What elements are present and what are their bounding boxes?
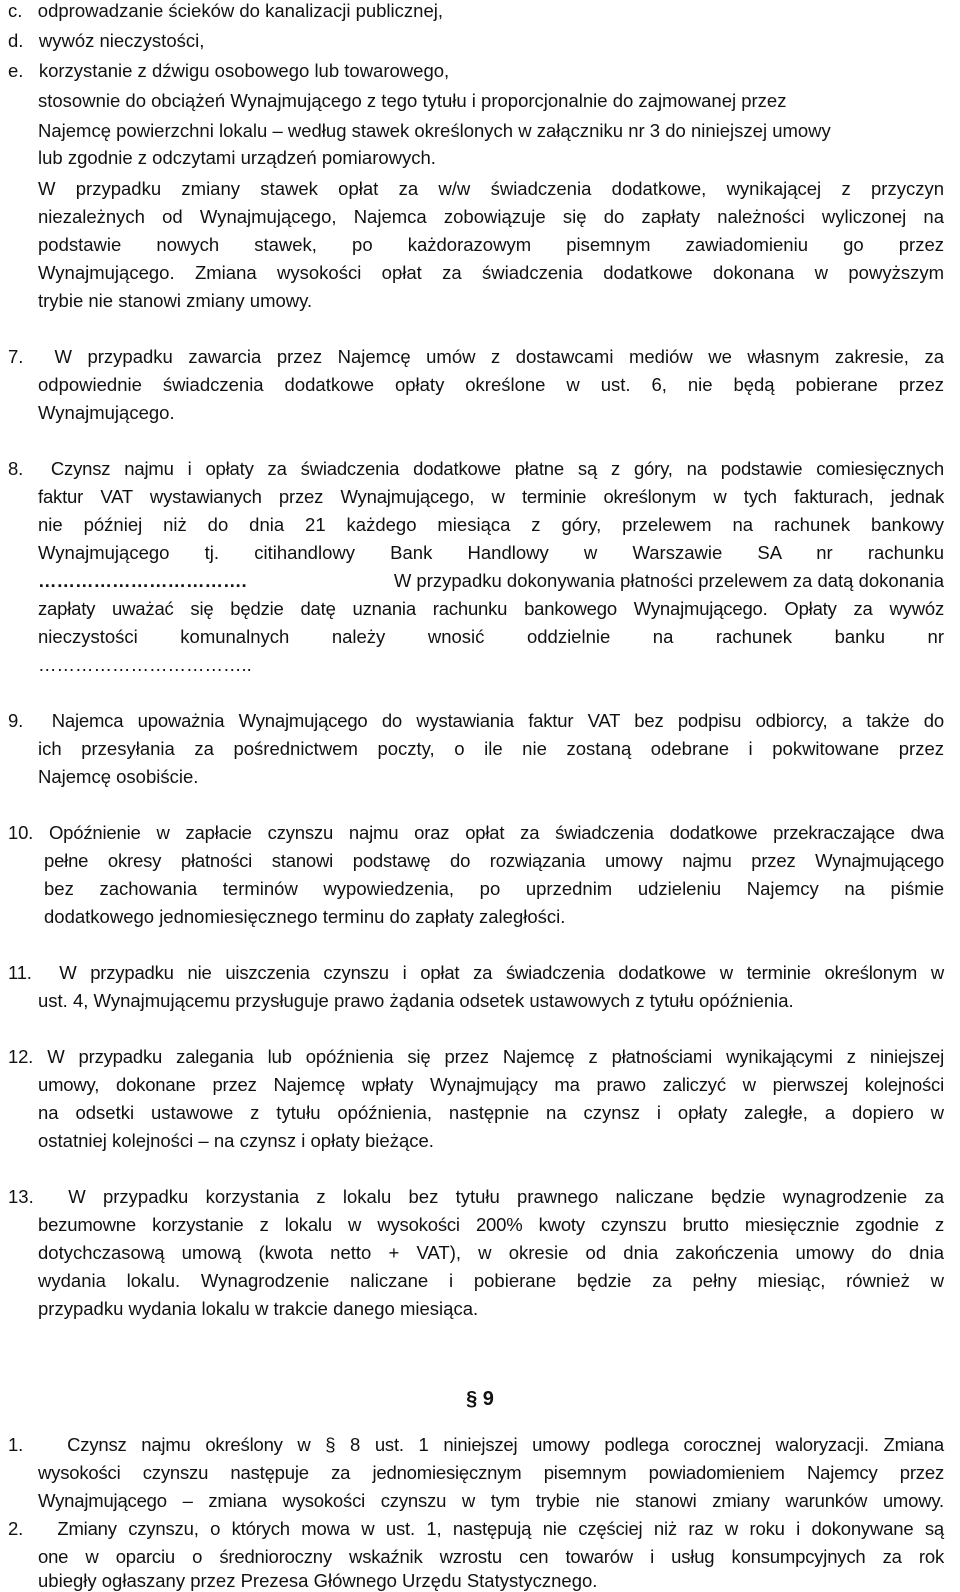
section-heading: § 9 [466, 1388, 494, 1410]
paragraph-8-line: nieczystości komunalnych należy wnosić oddzielnie na rachunek banku nr [38, 626, 944, 647]
paragraph-10-line: 10. Opóźnienie w zapłacie czynszu najmu oraz opłat za świadczenia dodatkowe przekraczające dwa [8, 822, 944, 843]
paragraph-13-line: wydania lokalu. Wynagrodzenie naliczane i pobierane będzie za pełny miesiąc, również w [38, 1270, 944, 1291]
paragraph-line: W przypadku zmiany stawek opłat za w/w świadczenia dodatkowe, wynikającej z przyczyn [38, 178, 944, 199]
paragraph-9-line: 9. Najemca upoważnia Wynajmującego do wystawiania faktur VAT bez podpisu odbiorcy, a także do [8, 710, 944, 731]
paragraph-11-line: 11. W przypadku nie uiszczenia czynszu i opłat za świadczenia dodatkowe w terminie określonym w [8, 962, 944, 983]
list-item-d: d. wywóz nieczystości, [8, 30, 205, 51]
paragraph-13-line: bezumowne korzystanie z lokalu w wysokości 200% kwoty czynszu brutto miesięcznie zgodnie z [38, 1214, 944, 1235]
paragraph-7-line: 7. W przypadku zawarcia przez Najemcę umów z dostawcami mediów we własnym zakresie, za [8, 346, 944, 367]
paragraph-8-line: 8. Czynsz najmu i opłaty za świadczenia dodatkowe płatne są z góry, na podstawie comiesięcznych [8, 458, 944, 479]
section-9-item-2-line: one w oparciu o średnioroczny wskaźnik wzrostu cen towarów i usług konsumpcyjnych za rok [38, 1546, 944, 1567]
section-9-item-1-line: wysokości czynszu następuje za jednomiesięcznym pisemnym powiadomieniem Najemcy przez [38, 1462, 944, 1483]
paragraph-line: lub zgodnie z odczytami urządzeń pomiarowych. [38, 147, 436, 168]
paragraph-13-line: 13. W przypadku korzystania z lokalu bez tytułu prawnego naliczane będzie wynagrodzenie za [8, 1186, 944, 1207]
paragraph-line: stosownie do obciążeń Wynajmującego z tego tytułu i proporcjonalnie do zajmowanej przez [38, 90, 787, 111]
paragraph-10-line: bez zachowania terminów wypowiedzenia, po uprzednim udzieleniu Najemcy na piśmie [44, 878, 944, 899]
section-9-item-1-line: Wynajmującego – zmiana wysokości czynszu w tym trybie nie stanowi zmiany warunków umowy. [38, 1490, 944, 1511]
section-9-item-2-line: ubiegły ogłaszany przez Prezesa Głównego Urzędu Statystycznego. [38, 1570, 598, 1591]
section-9-item-1-line: 1. Czynsz najmu określony w § 8 ust. 1 niniejszej umowy podlega corocznej waloryzacji. Zmiana [8, 1434, 944, 1455]
paragraph-9-line: Najemcę osobiście. [38, 766, 199, 787]
paragraph-line: trybie nie stanowi zmiany umowy. [38, 290, 313, 311]
paragraph-13-line: przypadku wydania lokalu w trakcie danego miesiąca. [38, 1298, 479, 1319]
paragraph-9-line: ich przesyłania za pośrednictwem poczty, o ile nie zostaną odebrane i pokwitowane przez [38, 738, 944, 759]
section-9-item-2-line: 2. Zmiany czynszu, o których mowa w ust. 1, następują nie częściej niż raz w roku i dokonywane są [8, 1518, 944, 1539]
paragraph-line: podstawie nowych stawek, po każdorazowym pisemnym zawiadomieniu go przez [38, 234, 944, 255]
paragraph-12-line: na odsetki ustawowe z tytułu opóźnienia, następnie na czynsz i opłaty zaległe, a dopiero w [38, 1102, 944, 1123]
paragraph-8-line [38, 570, 944, 592]
paragraph-7-line: Wynajmującego. [38, 402, 175, 423]
paragraph-line: Wynajmującego. Zmiana wysokości opłat za świadczenia dodatkowe dokonana w powyższym [38, 262, 944, 283]
paragraph-7-line: odpowiednie świadczenia dodatkowe opłaty określone w ust. 6, nie będą pobierane przez [38, 374, 944, 395]
paragraph-13-line: dotychczasową umową (kwota netto + VAT), w okresie od dnia zakończenia umowy do dnia [38, 1242, 944, 1263]
paragraph-8-line: zapłaty uważać się będzie datę uznania rachunku bankowego Wynajmującego. Opłaty za wywóz [38, 598, 944, 619]
paragraph-line: Najemcę powierzchni lokalu – według stawek określonych w załączniku nr 3 do niniejszej umowy [38, 120, 831, 141]
paragraph-10-line: dodatkowego jednomiesięcznego terminu do zapłaty zaległości. [44, 906, 566, 927]
paragraph-11-line: ust. 4, Wynajmującemu przysługuje prawo żądania odsetek ustawowych z tytułu opóźnienia. [38, 990, 794, 1011]
account-placeholder: …………………………….. [38, 654, 252, 675]
paragraph-8-line: nie później niż do dnia 21 każdego miesiąca z góry, przelewem na rachunek bankowy [38, 514, 944, 535]
paragraph-12-line: umowy, dokonane przez Najemcę wpłaty Wynajmujący ma prawo zaliczyć w pierwszej kolejności [38, 1074, 944, 1095]
paragraph-12-line: 12. W przypadku zalegania lub opóźnienia się przez Najemcę z płatnościami wynikającymi z niniejszej [8, 1046, 944, 1067]
list-item-c: c. odprowadzanie ścieków do kanalizacji publicznej, [8, 0, 443, 21]
paragraph-8-line: faktur VAT wystawianych przez Wynajmującego, w terminie określonym w tych fakturach, jednak [38, 486, 944, 507]
list-item-e: e. korzystanie z dźwigu osobowego lub towarowego, [8, 60, 450, 81]
paragraph-line: niezależnych od Wynajmującego, Najemca zobowiązuje się do zapłaty należności wyliczonej na [38, 206, 944, 227]
paragraph-8-text: W przypadku dokonywania płatności przelewem za datą dokonania [393, 570, 944, 591]
paragraph-12-line: ostatniej kolejności – na czynsz i opłaty bieżące. [38, 1130, 434, 1151]
paragraph-10-line: pełne okresy płatności stanowi podstawę do rozwiązania umowy najmu przez Wynajmującego [44, 850, 944, 871]
paragraph-8-line: Wynajmującego tj. citihandlowy Bank Handlowy w Warszawie SA nr rachunku [38, 542, 944, 563]
account-placeholder: ……………………………. [38, 570, 247, 591]
